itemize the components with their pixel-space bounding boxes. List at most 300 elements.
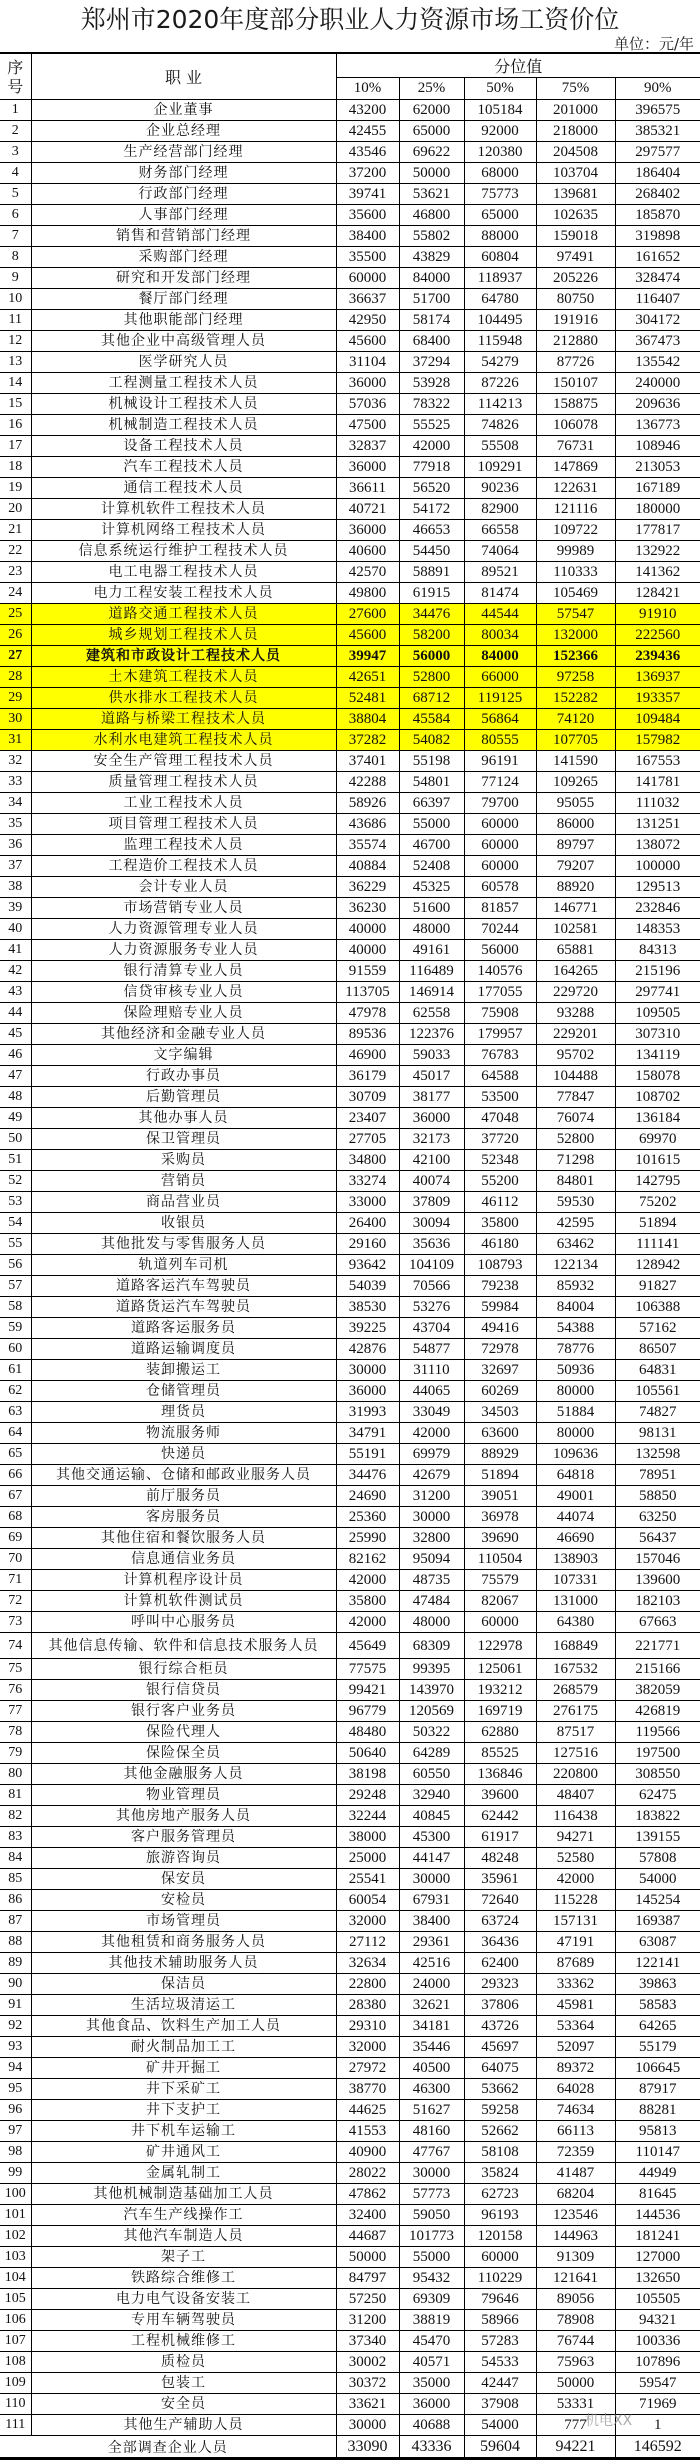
table-row [0,1423,700,1444]
table-row [0,1192,700,1213]
value-p25: 44065 [399,1381,464,1402]
value-p25: 32173 [399,1129,464,1150]
value-p50: 48248 [464,1848,536,1869]
value-p75: 33362 [536,1974,615,1995]
value-p90: 197500 [615,1743,700,1764]
value-p75: 79207 [536,856,615,877]
occupation-name: 电力工程安装工程技术人员 [31,583,336,604]
row-number: 98 [0,2142,31,2163]
value-p25: 77918 [399,457,464,478]
value-p25: 53928 [399,373,464,394]
table-row [0,1890,700,1911]
value-p90: 141781 [615,772,700,793]
row-number: 53 [0,1192,31,1213]
value-p90: 88281 [615,2100,700,2121]
value-p25: 78322 [399,394,464,415]
table-header [0,53,700,100]
occupation-name: 人力资源管理专业人员 [31,919,336,940]
occupation-name: 信息系统运行维护工程技术人员 [31,541,336,562]
occupation-name: 铁路综合维修工 [31,2268,336,2289]
table-row [0,1995,700,2016]
value-p75: 99989 [536,541,615,562]
occupation-name: 道路交通工程技术人员 [31,604,336,625]
row-number: 50 [0,1129,31,1150]
row-number: 77 [0,1701,31,1722]
table-row [0,1680,700,1701]
value-p25: 43829 [399,247,464,268]
value-p10: 27112 [336,1932,399,1953]
value-p75: 157131 [536,1911,615,1932]
row-number: 91 [0,1995,31,2016]
row-number: 56 [0,1255,31,1276]
table-row [0,667,700,688]
value-p25: 57773 [399,2184,464,2205]
value-p90: 67663 [615,1612,700,1633]
occupation-name: 矿井开掘工 [31,2058,336,2079]
value-p10: 42455 [336,121,399,142]
value-p50: 125061 [464,1659,536,1680]
value-p90: 1 [615,2415,700,2436]
value-p50: 75773 [464,184,536,205]
value-p75: 122631 [536,478,615,499]
value-p25: 31110 [399,1360,464,1381]
value-p50: 60000 [464,835,536,856]
value-p75: 276175 [536,1701,615,1722]
value-p90: 181241 [615,2226,700,2247]
row-number: 81 [0,1785,31,1806]
value-p90: 136773 [615,415,700,436]
value-p10: 57250 [336,2289,399,2310]
value-p25: 54172 [399,499,464,520]
value-p90: 222560 [615,625,700,646]
value-p75: 41487 [536,2163,615,2184]
value-p25: 55198 [399,751,464,772]
value-p75: 45981 [536,1995,615,2016]
value-p75: 51884 [536,1402,615,1423]
row-number: 39 [0,898,31,919]
value-p75: 152282 [536,688,615,709]
value-p75: 106078 [536,415,615,436]
value-p90: 319898 [615,226,700,247]
table-row [0,352,700,373]
value-p25: 55802 [399,226,464,247]
value-p50: 64075 [464,2058,536,2079]
row-number: 58 [0,1297,31,1318]
row-number: 55 [0,1234,31,1255]
value-p90: 106388 [615,1297,700,1318]
value-p25: 95094 [399,1549,464,1570]
total-p75: 94221 [536,2436,615,2459]
row-number: 22 [0,541,31,562]
value-p90: 122141 [615,1953,700,1974]
value-p75: 78908 [536,2310,615,2331]
value-p10: 32000 [336,2037,399,2058]
value-p75: 229720 [536,982,615,1003]
occupation-name: 其他办事人员 [31,1108,336,1129]
value-p75: 88920 [536,877,615,898]
occupation-name: 保洁员 [31,1974,336,1995]
row-number: 82 [0,1806,31,1827]
value-p90: 58583 [615,1995,700,2016]
value-p90: 87917 [615,2079,700,2100]
table-row [0,2415,700,2436]
value-p10: 40000 [336,940,399,961]
value-p75: 85932 [536,1276,615,1297]
table-row [0,1722,700,1743]
value-p25: 45470 [399,2331,464,2352]
value-p25: 37809 [399,1192,464,1213]
row-number: 87 [0,1911,31,1932]
value-p90: 308550 [615,1764,700,1785]
table-row [0,1570,700,1591]
value-p10: 38198 [336,1764,399,1785]
row-number: 84 [0,1848,31,1869]
occupation-name: 餐厅部门经理 [31,289,336,310]
value-p90: 297741 [615,982,700,1003]
value-p10: 32400 [336,2205,399,2226]
value-p10: 30000 [336,2415,399,2436]
value-p75: 103704 [536,163,615,184]
value-p90: 64831 [615,1360,700,1381]
value-p90: 91827 [615,1276,700,1297]
table-row [0,2184,700,2205]
value-p25: 62558 [399,1003,464,1024]
value-p10: 43200 [336,100,399,121]
value-p25: 84000 [399,268,464,289]
value-p10: 37340 [336,2331,399,2352]
row-number: 89 [0,1953,31,1974]
value-p90: 240000 [615,373,700,394]
occupation-name: 会计专业人员 [31,877,336,898]
row-number: 85 [0,1869,31,1890]
occupation-name: 客房服务员 [31,1507,336,1528]
row-number: 17 [0,436,31,457]
row-number: 13 [0,352,31,373]
value-p50: 29323 [464,1974,536,1995]
table-row [0,1360,700,1381]
occupation-name: 收银员 [31,1213,336,1234]
value-p90: 128421 [615,583,700,604]
table-row [0,1701,700,1722]
row-number: 93 [0,2037,31,2058]
value-p50: 177055 [464,982,536,1003]
occupation-name: 工业工程技术人员 [31,793,336,814]
occupation-name: 其他信息传输、软件和信息技术服务人员 [31,1633,336,1659]
value-p25: 60550 [399,1764,464,1785]
table-row [0,1869,700,1890]
occupation-name: 电力电气设备安装工 [31,2289,336,2310]
table-row [0,100,700,121]
value-p50: 81857 [464,898,536,919]
value-p10: 60000 [336,268,399,289]
row-number: 70 [0,1549,31,1570]
value-p90: 215196 [615,961,700,982]
value-p75: 54388 [536,1318,615,1339]
value-p50: 58966 [464,2310,536,2331]
table-row [0,1171,700,1192]
table-row [0,436,700,457]
row-number: 46 [0,1045,31,1066]
row-number: 61 [0,1360,31,1381]
value-p75: 218000 [536,121,615,142]
value-p10: 36637 [336,289,399,310]
occupation-name: 架子工 [31,2247,336,2268]
table-row [0,1318,700,1339]
value-p90: 180000 [615,499,700,520]
value-p75: 107705 [536,730,615,751]
value-p10: 28380 [336,1995,399,2016]
value-p75: 121641 [536,2268,615,2289]
row-number: 83 [0,1827,31,1848]
occupation-name: 营销员 [31,1171,336,1192]
value-p10: 40900 [336,2142,399,2163]
header-job: 职 业 [31,53,336,100]
table-row [0,2037,700,2058]
row-number: 27 [0,646,31,667]
value-p50: 64588 [464,1066,536,1087]
value-p90: 215166 [615,1659,700,1680]
table-row [0,478,700,499]
value-p50: 59258 [464,2100,536,2121]
value-p25: 64289 [399,1743,464,1764]
value-p10: 25360 [336,1507,399,1528]
table-row [0,2289,700,2310]
value-p90: 213053 [615,457,700,478]
value-p90: 268402 [615,184,700,205]
value-p10: 113705 [336,982,399,1003]
row-number: 103 [0,2247,31,2268]
value-p10: 44687 [336,2226,399,2247]
table-row [0,541,700,562]
value-p75: 80000 [536,1381,615,1402]
value-p75: 63462 [536,1234,615,1255]
value-p75: 127516 [536,1743,615,1764]
occupation-name: 质量管理工程技术人员 [31,772,336,793]
value-p50: 64780 [464,289,536,310]
table-row [0,1234,700,1255]
value-p90: 78951 [615,1465,700,1486]
occupation-name: 道路运输调度员 [31,1339,336,1360]
row-number: 94 [0,2058,31,2079]
row-number: 21 [0,520,31,541]
row-number: 41 [0,940,31,961]
value-p90: 134119 [615,1045,700,1066]
value-p25: 38400 [399,1911,464,1932]
row-number: 100 [0,2184,31,2205]
occupation-name: 企业总经理 [31,121,336,142]
value-p90: 100000 [615,856,700,877]
value-p50: 87226 [464,373,536,394]
table-row [0,184,700,205]
value-p10: 36000 [336,457,399,478]
value-p25: 45300 [399,1827,464,1848]
table-row [0,247,700,268]
value-p90: 94321 [615,2310,700,2331]
occupation-name: 井下采矿工 [31,2079,336,2100]
value-p50: 34503 [464,1402,536,1423]
value-p10: 60054 [336,1890,399,1911]
value-p25: 48000 [399,1612,464,1633]
value-p50: 37806 [464,1995,536,2016]
value-p25: 31200 [399,1486,464,1507]
value-p25: 69309 [399,2289,464,2310]
value-p90: 51894 [615,1213,700,1234]
value-p10: 37401 [336,751,399,772]
value-p25: 59033 [399,1045,464,1066]
value-p75: 80000 [536,1423,615,1444]
row-number: 86 [0,1890,31,1911]
row-number: 34 [0,793,31,814]
value-p75: 53364 [536,2016,615,2037]
value-p25: 44147 [399,1848,464,1869]
occupation-name: 包装工 [31,2373,336,2394]
occupation-name: 工程测量工程技术人员 [31,373,336,394]
value-p50: 88929 [464,1444,536,1465]
table-row [0,1402,700,1423]
row-number: 76 [0,1680,31,1701]
table-row [0,961,700,982]
value-p25: 56520 [399,478,464,499]
occupation-name: 其他食品、饮料生产加工人员 [31,2016,336,2037]
occupation-name: 物流服务师 [31,1423,336,1444]
value-p90: 186404 [615,163,700,184]
value-p10: 30000 [336,1360,399,1381]
value-p10: 30002 [336,2352,399,2373]
table-row [0,1633,700,1659]
value-p75: 64818 [536,1465,615,1486]
value-p90: 109484 [615,709,700,730]
table-row [0,835,700,856]
header-p50: 50% [464,78,536,100]
value-p50: 105184 [464,100,536,121]
value-p75: 110333 [536,562,615,583]
table-row [0,121,700,142]
value-p90: 75202 [615,1192,700,1213]
value-p50: 70244 [464,919,536,940]
value-p10: 45649 [336,1633,399,1659]
occupation-name: 计算机网络工程技术人员 [31,520,336,541]
occupation-name: 工程机械维修工 [31,2331,336,2352]
value-p75: 76744 [536,2331,615,2352]
value-p25: 45584 [399,709,464,730]
value-p90: 81645 [615,2184,700,2205]
value-p50: 55508 [464,436,536,457]
value-p50: 119125 [464,688,536,709]
value-p25: 99395 [399,1659,464,1680]
value-p75: 102581 [536,919,615,940]
occupation-name: 其他机械制造基础加工人员 [31,2184,336,2205]
value-p75: 109265 [536,772,615,793]
occupation-name: 道路与桥梁工程技术人员 [31,709,336,730]
value-p75: 64380 [536,1612,615,1633]
table-row [0,751,700,772]
value-p50: 35824 [464,2163,536,2184]
value-p50: 79238 [464,1276,536,1297]
row-number: 105 [0,2289,31,2310]
value-p75: 212880 [536,331,615,352]
value-p10: 34800 [336,1150,399,1171]
value-p50: 60804 [464,247,536,268]
occupation-name: 计算机程序设计员 [31,1570,336,1591]
occupation-name: 监理工程技术人员 [31,835,336,856]
value-p50: 89521 [464,562,536,583]
row-number: 107 [0,2331,31,2352]
value-p50: 96193 [464,2205,536,2226]
value-p75: 105469 [536,583,615,604]
row-number: 35 [0,814,31,835]
value-p75: 42595 [536,1213,615,1234]
value-p90: 135542 [615,352,700,373]
table-row [0,2247,700,2268]
occupation-name: 其他交通运输、仓储和邮政业服务人员 [31,1465,336,1486]
occupation-name: 销售和营销部门经理 [31,226,336,247]
row-number: 73 [0,1612,31,1633]
value-p50: 39051 [464,1486,536,1507]
value-p90: 136184 [615,1108,700,1129]
value-p90: 136937 [615,667,700,688]
row-number: 49 [0,1108,31,1129]
value-p90: 167553 [615,751,700,772]
value-p10: 38530 [336,1297,399,1318]
occupation-name: 机械制造工程技术人员 [31,415,336,436]
value-p75: 191916 [536,310,615,331]
value-p25: 59050 [399,2205,464,2226]
value-p90: 145254 [615,1890,700,1911]
occupation-name: 城乡规划工程技术人员 [31,625,336,646]
value-p75: 152366 [536,646,615,667]
value-p90: 142795 [615,1171,700,1192]
row-number: 11 [0,310,31,331]
occupation-name: 机械设计工程技术人员 [31,394,336,415]
value-p25: 35446 [399,2037,464,2058]
table-row [0,2016,700,2037]
value-p75: 168849 [536,1633,615,1659]
row-number: 31 [0,730,31,751]
table-row [0,520,700,541]
occupation-name: 研究和开发部门经理 [31,268,336,289]
value-p50: 52348 [464,1150,536,1171]
value-p75: 150107 [536,373,615,394]
value-p25: 53621 [399,184,464,205]
value-p90: 385321 [615,121,700,142]
value-p25: 40688 [399,2415,464,2436]
header-p25: 25% [399,78,464,100]
value-p50: 46112 [464,1192,536,1213]
occupation-name: 水利水电建筑工程技术人员 [31,730,336,751]
value-p10: 31200 [336,2310,399,2331]
value-p75: 68204 [536,2184,615,2205]
value-p25: 42000 [399,436,464,457]
occupation-name: 其他住宿和餐饮服务人员 [31,1528,336,1549]
value-p50: 179957 [464,1024,536,1045]
value-p50: 47048 [464,1108,536,1129]
value-p75: 115228 [536,1890,615,1911]
occupation-name: 医学研究人员 [31,352,336,373]
value-p10: 25990 [336,1528,399,1549]
value-p25: 54082 [399,730,464,751]
table-row [0,1024,700,1045]
table-row [0,415,700,436]
value-p75: 52580 [536,1848,615,1869]
row-number: 92 [0,2016,31,2037]
value-p50: 75908 [464,1003,536,1024]
value-p25: 120569 [399,1701,464,1722]
row-number: 74 [0,1633,31,1659]
value-p25: 58200 [399,625,464,646]
value-p75: 159018 [536,226,615,247]
occupation-name: 旅游咨询员 [31,1848,336,1869]
value-p90: 64265 [615,2016,700,2037]
